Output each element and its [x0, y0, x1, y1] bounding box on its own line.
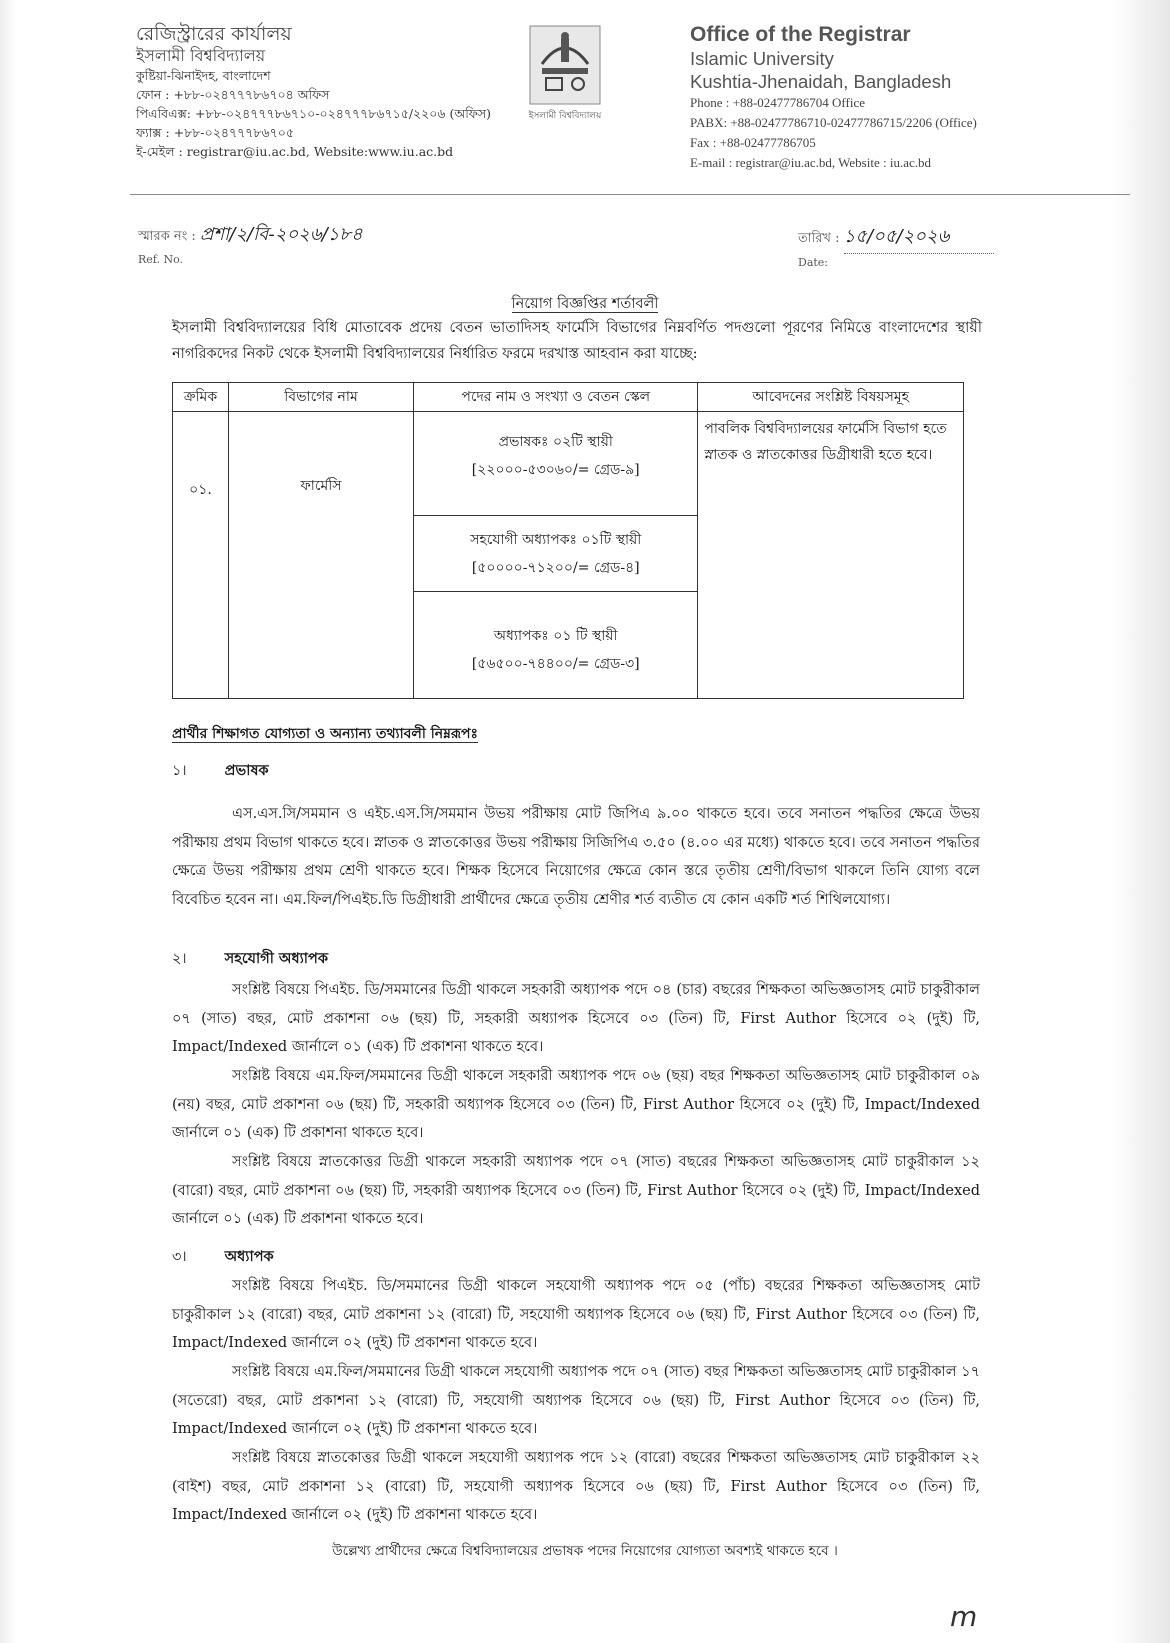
section-professor-text-3: সংশ্লিষ্ট বিষয়ে স্নাতকোত্তর ডিগ্রী থাকলে সহযোগী অধ্যাপক পদে ১২ (বারো) বছরের শিক্ষকতা অভিজ্ঞতাসহ মোট চাকুরীকাল ২২ (বাইশ) বছর, মোট প্রকাশনা ১২ (বারো) টি, সহযোগী অধ্যাপক হিসেবে ০৬ (ছয়) টি, First Author হিসেবে ০৩ (তিন) টি, Impact/Indexed জার্নালে ০২ (দুই) টি প্রকাশনা থাকতে হবে। [172, 1450, 980, 1523]
post-associate-professor: সহযোগী অধ্যাপকঃ ০১টি স্থায়ী [৫০০০০-৭১২০০/= গ্রেড-৪] [414, 516, 697, 592]
section-associate-heading: ২। সহযোগী অধ্যাপক [172, 950, 328, 967]
table-header-row [173, 383, 964, 412]
section-associate-text-2: সংশ্লিষ্ট বিষয়ে এম.ফিল/সমমানের ডিগ্রী থাকলে সহকারী অধ্যাপক পদে ০৬ (ছয়) বছর শিক্ষকতা অভিজ্ঞতাসহ মোট চাকুরীকাল ০৯ (নয়) বছর, মোট প্রকাশনা ০৬ (ছয়) টি, সহকারী অধ্যাপক হিসেবে ০৩ (তিন) টি, First Author হিসেবে ০২ (দুই) টি, Impact/Indexed জার্নালে ০১ (এক) টি প্রকাশনা থাকতে হবে। [172, 1068, 980, 1141]
university-logo [510, 24, 620, 134]
phone-en: Phone : +88-02477786704 Office [690, 95, 865, 110]
section-lecturer-text: এস.এস.সি/সমমান ও এইচ.এস.সি/সমমান উভয় পরীক্ষায় মোট জিপিএ ৯.০০ থাকতে হবে। তবে সনাতন পদ্ধতির ক্ষেত্রে উভয় পরীক্ষায় প্রথম বিভাগ থাকতে হবে। স্নাতক ও স্নাতকোত্তর উভয় পরীক্ষায় সিজিপিএ ৩.৫০ (৪.০০ এর মধ্যে) থাকতে হবে। তবে সনাতন পদ্ধতির ক্ষেত্রে উভয় পরীক্ষায় প্রথম শ্রেণী থাকতে হবে। শিক্ষক হিসেবে নিয়োগের ক্ষেত্রে কোন স্তরে তৃতীয় শ্রেণী/বিভাগ থাকলে তিনি যোগ্য বলে বিবেচিত হবেন না। এম.ফিল/পিএইচ.ডি ডিগ্রীধারী প্রার্থীদের ক্ষেত্রে তৃতীয় শ্রেণীর শর্ত ব্যতীত যে কোন একটি শর্ত শিথিলযোগ্য। [172, 806, 980, 908]
closing-note: উল্লেখ্য প্রার্থীদের ক্ষেত্রে বিশ্ববিদ্যালয়ের প্রভাষক পদের নিয়োগের যোগ্যতা অবশ্যই থাকতে হবে । [332, 1543, 838, 1559]
phone-bn: ফোন : +৮৮-০২৪৭৭৭৮৬৭০৪ অফিস [136, 87, 330, 102]
post-professor: অধ্যাপকঃ ০১ টি স্থায়ী [৫৬৫০০-৭৪৪০০/= গ্রেড-৩] [471, 628, 640, 672]
pabx-en: PABX: +88-02477786710-02477786715/2206 (Office) [690, 115, 977, 130]
section-associate-text-1: সংশ্লিষ্ট বিষয়ে পিএইচ. ডি/সমমানের ডিগ্রী থাকলে সহকারী অধ্যাপক পদে ০৪ (চার) বছরের শিক্ষকতা অভিজ্ঞতাসহ মোট চাকুরীকাল ০৭ (সাত) বছর, মোট প্রকাশনা ০৬ (ছয়) টি, সহকারী অধ্যাপক হিসেবে ০৩ (তিন) টি, First Author হিসেবে ০২ (দুই) টি, Impact/Indexed জার্নালে ০১ (এক) টি প্রকাশনা থাকতে হবে। [172, 982, 980, 1055]
issue-date [798, 222, 994, 269]
serial-cell: ০১. [173, 412, 229, 699]
fax-bn: ফ্যাক্স : +৮৮-০২৪৭৭৭৮৬৭০৫ [136, 125, 295, 140]
reference-number [138, 220, 363, 266]
qualifications-heading: প্রার্থীর শিক্ষাগত যোগ্যতা ও অন্যান্য তথ্যাবলী নিম্নরূপঃ [172, 726, 479, 742]
post-lecturer: প্রভাষকঃ ০২টি স্থায়ী [২২০০০-৫৩০৬০/= গ্রেড-৯] [414, 412, 697, 516]
university-seal-icon [528, 24, 602, 106]
fax-en: Fax : +88-02477786705 [690, 135, 816, 150]
university-name-bn: ইসলামী বিশ্ববিদ্যালয় [136, 46, 266, 65]
pabx-bn: পিএবিএক্স: +৮৮-০২৪৭৭৭৮৬৭১০-০২৪৭৭৭৮৬৭১৫/২২০৬ (অফিস) [136, 106, 492, 121]
office-name-en: Office of the Registrar [690, 23, 911, 46]
ref-label-bn: স্মারক নং : [138, 229, 196, 244]
letterhead-english [690, 22, 1090, 173]
section-professor-text-2: সংশ্লিষ্ট বিষয়ে এম.ফিল/সমমানের ডিগ্রী থাকলে সহযোগী অধ্যাপক পদে ০৭ (সাত) বছর শিক্ষকতা অভিজ্ঞতাসহ মোট চাকুরীকাল ১৭ (সতেরো) বছর, মোট প্রকাশনা ১২ (বারো) টি, সহযোগী অধ্যাপক হিসেবে ০৬ (ছয়) টি, First Author হিসেবে ০৩ (তিন) টি, Impact/Indexed জার্নালে ০২ (দুই) টি প্রকাশনা থাকতে হবে। [172, 1364, 980, 1437]
header-department: বিভাগের নাম [228, 383, 413, 412]
signature: m [950, 1600, 978, 1633]
section-lecturer-heading: ১। প্রভাষক [172, 762, 269, 779]
section-associate-text-3: সংশ্লিষ্ট বিষয়ে স্নাতকোত্তর ডিগ্রী থাকলে সহকারী অধ্যাপক পদে ০৭ (সাত) বছরের শিক্ষকতা অভিজ্ঞতাসহ মোট চাকুরীকাল ১২ (বারো) বছর, মোট প্রকাশনা ০৬ (ছয়) টি, সহকারী অধ্যাপক হিসেবে ০৩ (তিন) টি, First Author হিসেবে ০২ (দুই) টি, Impact/Indexed জার্নালে ০১ (এক) টি প্রকাশনা থাকতে হবে। [172, 1154, 980, 1227]
scan-edge-left [0, 0, 18, 1643]
logo-caption: ইসলামী বিশ্ববিদ্যালয় [528, 111, 602, 121]
email-en: E-mail : registrar@iu.ac.bd, Website : iu.ac.bd [690, 155, 932, 170]
section-professor-heading: ৩। অধ্যাপক [172, 1248, 274, 1265]
notice-intro: ইসলামী বিশ্ববিদ্যালয়ের বিধি মোতাবেক প্রদেয় বেতন ভাতাদিসহ ফার্মেসি বিভাগের নিম্নবর্ণিত পদগুলো পূরণের নিমিত্তে বাংলাদেশের স্থায়ী নাগরিকদের নিকট থেকে ইসলামী বিশ্ববিদ্যালয়ের নির্ধারিত ফরমে দরখাস্ত আহবান করা যাচ্ছে: [172, 320, 982, 362]
department-cell: ফার্মেসি [228, 412, 413, 699]
date-value: ১৫/০৫/২০২৬ [844, 222, 994, 254]
header-requirements: আবেদনের সংশ্লিষ্ট বিষয়সমূহ [698, 383, 964, 412]
notice-title: নিয়োগ বিজ্ঞপ্তির শর্তাবলী [511, 296, 659, 312]
university-name-en: Islamic University [690, 48, 834, 69]
section-professor-text-1: সংশ্লিষ্ট বিষয়ে পিএইচ. ডি/সমমানের ডিগ্রী থাকলে সহযোগী অধ্যাপক পদে ০৫ (পাঁচ) বছরের শিক্ষকতা অভিজ্ঞতাসহ মোট চাকুরীকাল ১২ (বারো) বছর, মোট প্রকাশনা ১২ (বারো) টি, সহযোগী অধ্যাপক হিসেবে ০৬ (ছয়) টি, First Author হিসেবে ০৩ (তিন) টি, Impact/Indexed জার্নালে ০২ (দুই) টি প্রকাশনা থাকতে হবে। [172, 1278, 980, 1351]
header-post: পদের নাম ও সংখ্যা ও বেতন স্কেল [414, 383, 698, 412]
letterhead-bangla [136, 22, 516, 161]
ref-value: প্রশা/২/বি-২০২৬/১৮৪ [199, 224, 363, 245]
location-en: Kushtia-Jhenaidah, Bangladesh [690, 71, 952, 92]
table-row [173, 412, 964, 699]
posts-cell [414, 412, 698, 699]
scan-edge-right [1110, 0, 1170, 1643]
date-label-bn: তারিখ : [798, 231, 840, 246]
letterhead-divider [130, 194, 1130, 195]
ref-label-en: Ref. No. [138, 253, 184, 266]
email-bn: ই-মেইল : registrar@iu.ac.bd, Website:www.iu.ac.bd [136, 144, 454, 159]
date-label-en: Date: [798, 256, 829, 269]
office-name-bn: রেজিস্ট্রারের কার্যালয় [136, 23, 292, 45]
requirement-cell: পাবলিক বিশ্ববিদ্যালয়ের ফার্মেসি বিভাগ হতে স্নাতক ও স্নাতকোত্তর ডিগ্রীধারী হতে হবে। [698, 412, 964, 699]
posts-table [172, 382, 964, 699]
header-serial: ক্রমিক [173, 383, 229, 412]
location-bn: কুষ্টিয়া-ঝিনাইদহ, বাংলাদেশ [136, 68, 271, 83]
